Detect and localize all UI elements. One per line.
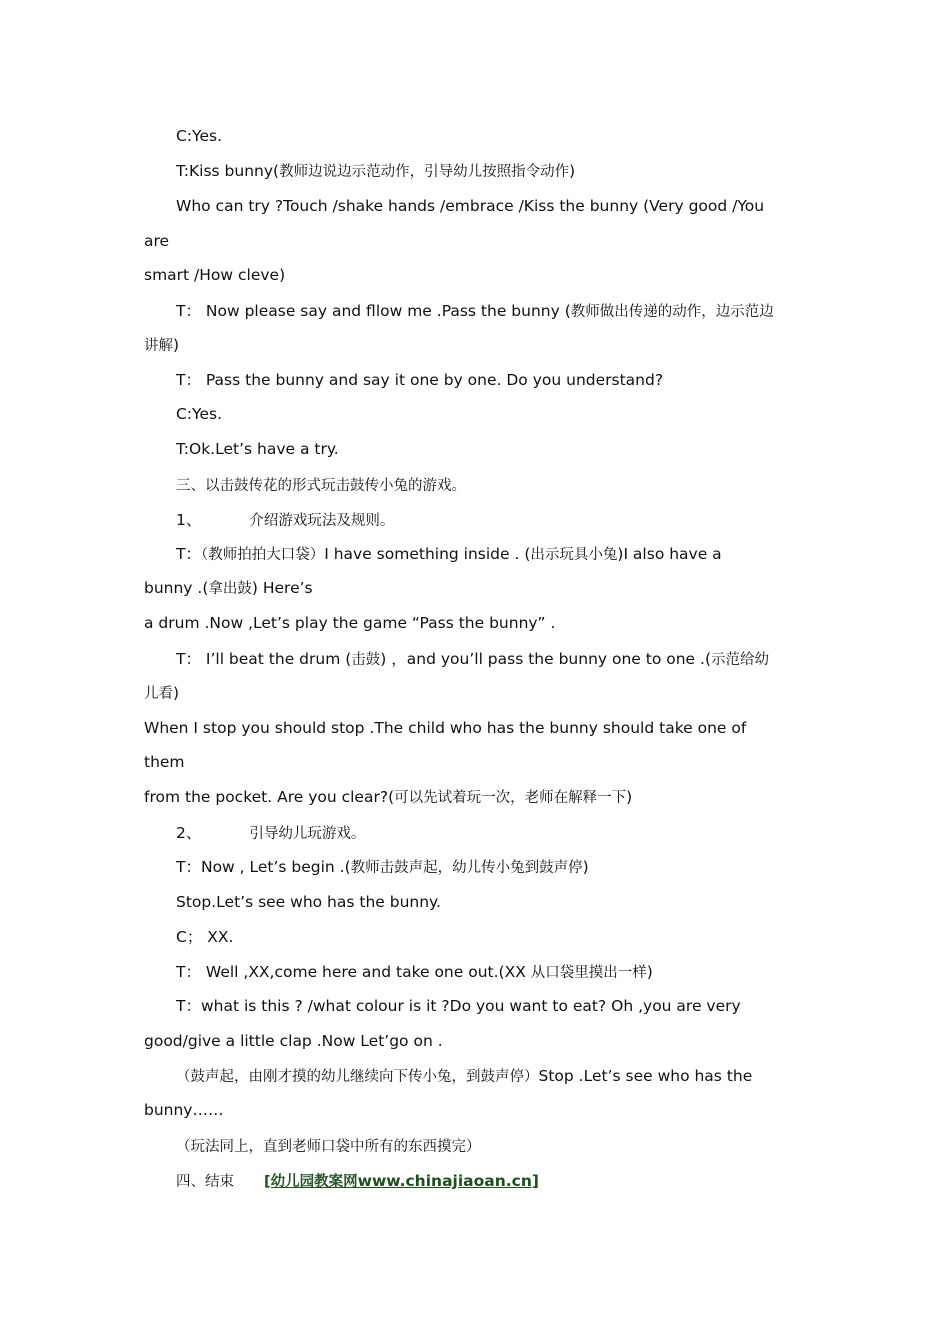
text-run-zh: 可以先试着玩一次，老师在解释一下 <box>394 790 627 806</box>
text-line <box>144 578 814 598</box>
list-number: 1、 <box>176 511 202 529</box>
text-run: C:Yes. <box>176 127 222 145</box>
text-run-zh: 拿出鼓 <box>208 581 252 597</box>
text-run: ) <box>626 788 633 806</box>
text-run-zh: 四、结束 <box>176 1174 234 1190</box>
text-run: T： <box>176 545 201 563</box>
text-run-zh: 从口袋里摸出一样 <box>530 965 647 981</box>
text-line <box>144 231 814 251</box>
text-line <box>144 613 814 633</box>
text-line <box>176 1136 816 1156</box>
text-line <box>144 787 814 807</box>
text-line <box>144 265 814 285</box>
text-run: )I also have a <box>617 545 722 563</box>
text-run-zh: （玩法同上，直到老师口袋中所有的东西摸完） <box>176 1139 481 1155</box>
text-line <box>176 126 816 146</box>
text-run: Stop.Let’s see who has the bunny. <box>176 893 441 911</box>
text-line <box>176 996 816 1016</box>
text-run: C:Yes. <box>176 405 222 423</box>
text-run: ) <box>173 336 180 354</box>
text-run: from the pocket. Are you clear?( <box>144 788 395 806</box>
text-line <box>176 301 816 321</box>
text-line <box>144 1031 814 1051</box>
text-line <box>176 161 816 181</box>
text-run: T： Pass the bunny and say it one by one. Do you understand? <box>176 371 664 389</box>
site-link[interactable] <box>264 1172 539 1190</box>
text-run-zh: 介绍游戏玩法及规则。 <box>249 513 395 529</box>
text-run-zh: 教师做出传递的动作，边示范边 <box>570 304 774 320</box>
text-run-zh: 教师边说边示范动作，引导幼儿按照指令动作 <box>279 164 570 180</box>
text-run: T： I’ll beat the drum ( <box>176 650 352 668</box>
text-run: I have something inside . ( <box>324 545 531 563</box>
text-run: T：what is this ? /what colour is it ?Do you want to eat? Oh ,you are very <box>176 997 741 1015</box>
text-run: them <box>144 753 185 771</box>
text-run: C； XX. <box>176 928 234 946</box>
text-line <box>176 196 816 216</box>
text-run: T:Kiss bunny( <box>176 162 280 180</box>
text-line <box>176 857 816 877</box>
text-line <box>176 927 816 947</box>
text-run: T： Well ,XX,come here and take one out.(XX <box>176 963 531 981</box>
text-line <box>144 718 814 738</box>
text-run-zh: 讲解 <box>144 338 173 354</box>
text-run-zh: 儿看 <box>144 686 173 702</box>
text-run: ) <box>582 858 589 876</box>
text-run: good/give a little clap .Now Let’go on . <box>144 1032 443 1050</box>
text-run: a drum .Now ,Let’s play the game “Pass the bunny” . <box>144 614 556 632</box>
text-line <box>176 404 816 424</box>
text-run-zh: （鼓声起，由刚才摸的幼儿继续向下传小兔，到鼓声停） <box>176 1069 539 1085</box>
text-line <box>176 544 816 564</box>
text-run-zh: 教师击鼓声起，幼儿传小兔到鼓声停 <box>350 860 583 876</box>
text-run: T： Now please say and fllow me .Pass the bunny ( <box>176 302 571 320</box>
text-line <box>176 892 816 912</box>
text-run: ) <box>569 162 576 180</box>
text-run: ) Here’s <box>251 579 313 597</box>
text-run: bunny .( <box>144 579 209 597</box>
text-run: ) <box>646 963 653 981</box>
text-line <box>144 683 814 703</box>
text-line <box>176 962 816 982</box>
list-number: 2、 <box>176 824 202 842</box>
section-heading <box>176 475 816 495</box>
text-run-zh: 出示玩具小兔 <box>530 547 618 563</box>
text-run: Who can try ?Touch /shake hands /embrace /Kiss the bunny (Very good /You <box>176 197 765 215</box>
text-run-zh: 示范给幼 <box>711 652 769 668</box>
list-item <box>176 823 816 843</box>
text-run: are <box>144 232 170 250</box>
text-run-zh: （教师拍拍大口袋） <box>200 547 325 563</box>
text-run: bunny…… <box>144 1101 224 1119</box>
text-run: T:Ok.Let’s have a try. <box>176 440 339 458</box>
text-run: When I stop you should stop .The child who has the bunny should take one of <box>144 719 747 737</box>
text-line <box>144 752 814 772</box>
text-line <box>144 335 814 355</box>
text-run: smart /How cleve) <box>144 266 286 284</box>
text-run-zh: 击鼓 <box>351 652 381 668</box>
text-run: ) <box>173 684 180 702</box>
list-item <box>176 510 816 530</box>
text-line <box>176 439 816 459</box>
text-line <box>176 1066 816 1086</box>
text-line <box>144 1100 814 1120</box>
section-heading <box>176 1171 816 1191</box>
site-link-name: [幼儿园教案网 <box>264 1174 358 1190</box>
text-run-zh: 引导幼儿玩游戏。 <box>249 826 366 842</box>
text-run: Stop .Let’s see who has the <box>538 1067 753 1085</box>
text-line <box>176 649 816 669</box>
site-link-url: www.chinajiaoan.cn] <box>357 1172 539 1190</box>
text-run-zh: 三、以击鼓传花的形式玩击鼓传小兔的游戏。 <box>176 478 466 494</box>
text-line <box>176 370 816 390</box>
text-run: T：Now , Let’s begin .( <box>176 858 351 876</box>
text-run: ) ，and you’ll pass the bunny one to one .( <box>380 650 711 668</box>
